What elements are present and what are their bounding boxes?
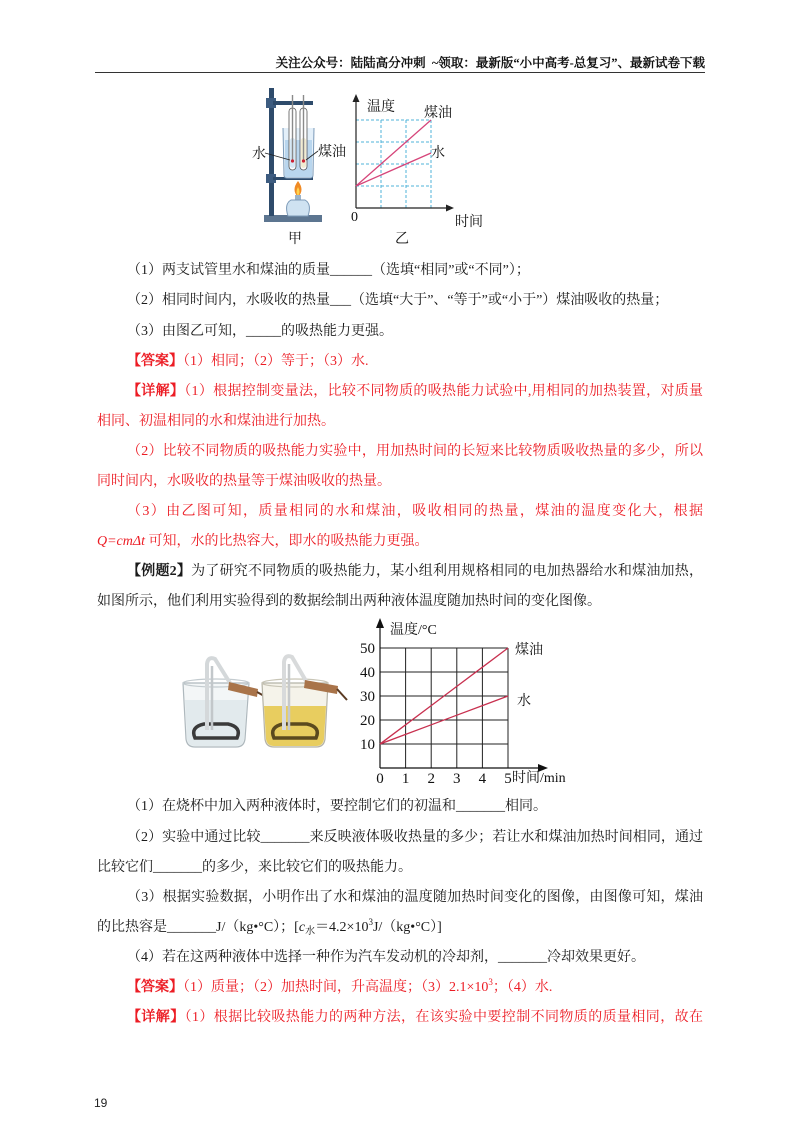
detail-text: （1）根据比较吸热能力的两种方法，在该实验中要控制不同物质的质量相同，故在 [184, 1010, 704, 1025]
header-text: 关注公众号：陆陆高分冲刺 ~领取：最新版“小中高考-总复习”、最新试卷下载 [275, 56, 705, 70]
example1-detail-line-5: （3）由乙图可知，质量相同的水和煤油，吸收相同的热量，煤油的温度变化大，根据 [127, 504, 703, 519]
answer-text: ；（4）水. [492, 980, 553, 995]
answer-text: （1）质量；（2）加热时间，升高温度；（3）2.1×10 [183, 980, 489, 995]
water-line [356, 153, 431, 186]
temperature-time-chart [360, 618, 566, 787]
question-text: J/（kg•°C）] [372, 920, 442, 935]
detail-tag: 【详解】 [127, 1010, 185, 1025]
detail-text: 可知，水的比热容大，即水的吸热能力更强。 [145, 534, 429, 549]
answer-tag: 【答案】 [127, 354, 183, 369]
series-label: 水 [517, 694, 531, 709]
exponent: 3 [488, 977, 493, 987]
example1-answer [127, 352, 369, 372]
example2-answer [127, 978, 552, 998]
detail-tag: 【详解】 [127, 384, 185, 399]
exponent: 3 [368, 917, 373, 927]
y-tick-label: 10 [360, 737, 375, 753]
example2-question-2-line-2: 比较它们_______的多少，来比较它们的吸热能力。 [97, 860, 412, 875]
series-label: 煤油 [515, 643, 543, 658]
example1-detail-line-3: （2）比较不同物质的吸热能力实验中，用加热时间的长短来比较物质吸收热量的多少，所以 [127, 444, 703, 459]
graph-yi-y-label: 温度 [367, 100, 395, 115]
example1-detail-line-2: 相同、初温相同的水和煤油进行加热。 [97, 414, 335, 429]
x-axis-arrow [446, 205, 454, 212]
y-axis-arrow [376, 618, 384, 628]
chart-marks [360, 641, 543, 787]
graph-yi-water-label: 水 [431, 146, 445, 161]
x-tick-label: 2 [427, 771, 435, 787]
apparatus-diagram [252, 88, 346, 247]
x-tick-label: 1 [401, 771, 410, 787]
example2-question-3-line-1: （3）根据实验数据，小明作出了水和煤油的温度随加热时间变化的图像，由图像可知，煤油 [127, 890, 703, 905]
example2-question-2-line-1: （2）实验中通过比较_______来反映液体吸收热量的多少；若让水和煤油加热时间相同，通过 [127, 830, 703, 845]
x-tick-label: 5 [504, 771, 512, 787]
water-beaker-photo [183, 658, 266, 747]
example2-detail-line-1 [127, 1008, 703, 1028]
apparatus-kerosene-label: 煤油 [318, 145, 346, 160]
figure-2 [170, 612, 610, 792]
example-intro-text: 为了研究不同物质的吸热能力，某小组利用规格相同的电加热器给水和煤油加热， [191, 564, 703, 579]
x-tick-label: 3 [453, 771, 461, 787]
figure-caption-jia: 甲 [288, 232, 302, 247]
question-text: 的比热容是_______J/（kg•°C）；[ [97, 920, 299, 935]
example2-question-3-line-2 [97, 918, 442, 938]
example2-question-4: （4）若在这两种液体中选择一种作为汽车发动机的冷却剂，_______冷却效果更好。 [127, 950, 645, 965]
specific-heat-subscript: 水 [305, 926, 316, 937]
example1-question-2: （2）相同时间内，水吸收的热量___（选填“大于”、“等于”或“小于”）煤油吸收的热量； [127, 293, 669, 308]
example2-question-1: （1）在烧杯中加入两种液体时，要控制它们的初温和_______相同。 [127, 799, 547, 814]
example2-intro-line-1 [127, 562, 703, 582]
example-tag: 【例题2】 [127, 564, 192, 579]
example1-detail-line-1 [127, 382, 703, 402]
x-tick-label: 4 [478, 771, 487, 787]
answer-text: （1）相同；（2）等于；（3）水. [183, 354, 369, 369]
y-tick-label: 50 [360, 641, 375, 657]
chart-grid [380, 648, 508, 768]
y-tick-label: 40 [360, 665, 375, 681]
thermometer-bulb [302, 159, 305, 162]
figure-caption-yi: 乙 [395, 232, 409, 247]
example1-question-3: （3）由图乙可知，_____的吸热能力更强。 [127, 324, 393, 339]
heat-formula: Q=cmΔt [97, 534, 145, 549]
y-tick-label: 30 [360, 689, 375, 705]
graph-yi-x-label: 时间 [455, 215, 483, 230]
detail-text: （1）根据控制变量法，比较不同物质的吸热能力试验中,用相同的加热装置，对质量 [184, 384, 704, 399]
graph-yi-kerosene-label: 煤油 [424, 106, 452, 121]
x-tick-label: 0 [376, 771, 384, 787]
specific-heat-symbol: c [298, 920, 306, 935]
kerosene-beaker-photo [262, 656, 347, 747]
example1-detail-line-6 [97, 532, 429, 552]
apparatus-water-label: 水 [252, 147, 266, 162]
figure-1 [240, 84, 500, 250]
header-divider [95, 72, 705, 73]
graph-yi-origin-label: 0 [351, 210, 358, 225]
answer-tag: 【答案】 [127, 980, 183, 995]
y-axis-label: 温度/°C [390, 623, 437, 638]
question-text: ＝4.2×10 [315, 920, 369, 935]
heater-wire [337, 689, 347, 700]
alcohol-lamp [287, 200, 310, 216]
thermometer-bulb [291, 159, 294, 162]
example1-question-1: （1）两支试管里水和煤油的质量______（选填“相同”或“不同”）； [127, 263, 530, 278]
beaker-kerosene [264, 706, 326, 746]
example1-detail-line-4: 同时间内，水吸收的热量等于煤油吸收的热量。 [97, 474, 391, 489]
graph-yi [351, 94, 483, 247]
y-tick-label: 20 [360, 713, 375, 729]
example2-intro-line-2: 如图所示，他们利用实验得到的数据绘制出两种液体温度随加热时间的变化图像。 [97, 594, 601, 609]
kerosene-line [356, 120, 431, 186]
y-axis-arrow [353, 94, 360, 102]
x-axis-label: 时间/min [512, 771, 566, 786]
page-number: 19 [94, 1096, 108, 1110]
